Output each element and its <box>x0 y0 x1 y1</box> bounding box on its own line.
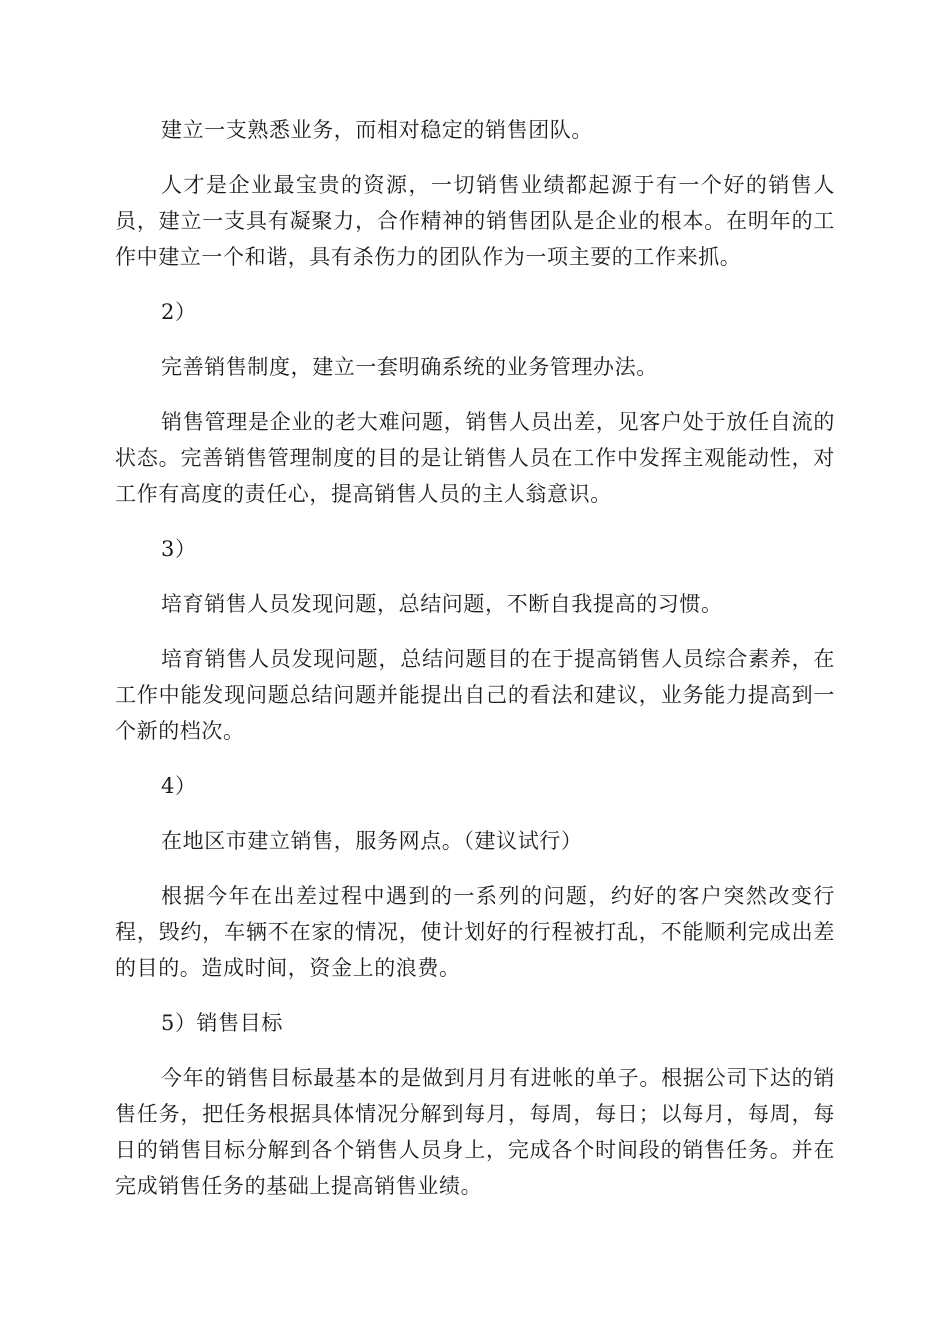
paragraph-system-heading: 完善销售制度，建立一套明确系统的业务管理办法。 <box>161 355 658 379</box>
paragraph-target-heading: 5）销售目标 <box>161 1011 283 1035</box>
paragraph-network-heading: 在地区市建立销售，服务网点。（建议试行） <box>161 829 583 853</box>
paragraph-network-body: 根据今年在出差过程中遇到的一系列的问题，约好的客户突然改变行程，毁约，车辆不在家的情况，使计划好的行程被打乱，不能顺利完成出差的目的。造成时间，资金上的浪费。 <box>115 884 835 980</box>
item-number-3: 3） <box>161 537 197 561</box>
paragraph-target-body: 今年的销售目标最基本的是做到月月有进帐的单子。根据公司下达的销售任务，把任务根据具体情况分解到每月，每周，每日；以每月，每周，每日的销售目标分解到各个销售人员身上，完成各个时间段的销售任务。并在完成销售任务的基础上提高销售业绩。 <box>115 1066 835 1198</box>
paragraph-habit-heading: 培育销售人员发现问题，总结问题，不断自我提高的习惯。 <box>161 592 723 616</box>
paragraph-team-body: 人才是企业最宝贵的资源，一切销售业绩都起源于有一个好的销售人员，建立一支具有凝聚力，合作精神的销售团队是企业的根本。在明年的工作中建立一个和谐，具有杀伤力的团队作为一项主要的工作来抓。 <box>115 173 835 269</box>
item-number-4: 4） <box>161 774 197 798</box>
paragraph-habit-body: 培育销售人员发现问题，总结问题目的在于提高销售人员综合素养，在工作中能发现问题总结问题并能提出自己的看法和建议，业务能力提高到一个新的档次。 <box>115 647 835 743</box>
paragraph-system-body: 销售管理是企业的老大难问题，销售人员出差，见客户处于放任自流的状态。完善销售管理制度的目的是让销售人员在工作中发挥主观能动性，对工作有高度的责任心，提高销售人员的主人翁意识。 <box>115 410 835 506</box>
paragraph-team-heading: 建立一支熟悉业务，而相对稳定的销售团队。 <box>161 118 593 142</box>
item-number-2: 2） <box>161 300 197 324</box>
